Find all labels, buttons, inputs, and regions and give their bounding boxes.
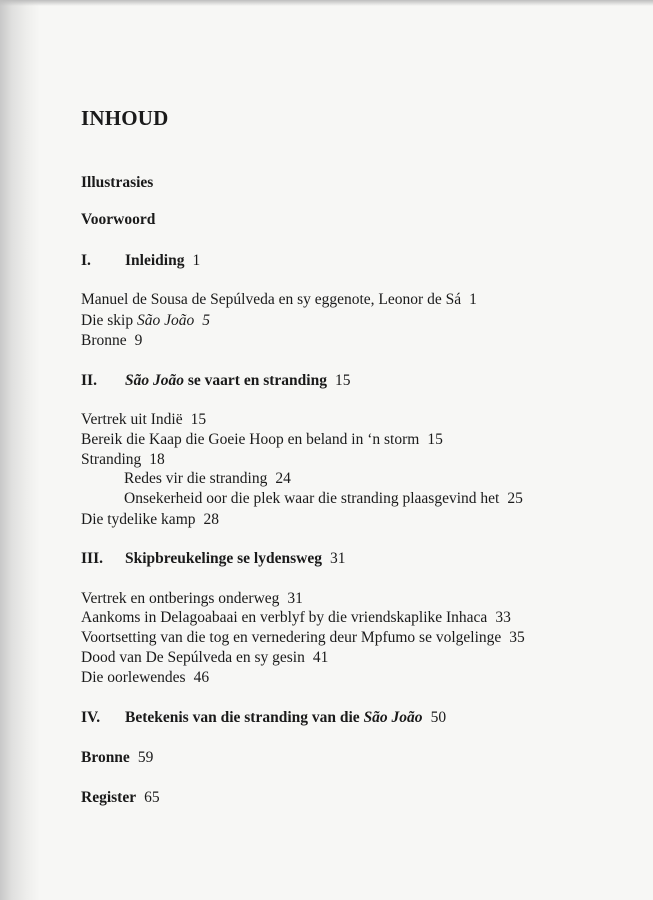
toc-subentry (124, 491, 523, 507)
entry-title: Aankoms in Delagoabaai en verblyf by die vriendskaplike Inhaca (81, 609, 488, 626)
page-number: 5 (202, 312, 210, 329)
entry-title: Vertrek en ontberings onderweg (81, 590, 280, 607)
toc-entry (81, 452, 165, 468)
entry-title: Dood van De Sepúlveda en sy gesin (81, 649, 305, 666)
entry-title: Manuel de Sousa de Sepúlveda en sy eggenote, Leonor de Sá (81, 291, 462, 308)
page-number: 1 (192, 252, 201, 269)
entry-title: Bronne (81, 749, 130, 766)
ship-name: São João (125, 372, 184, 389)
page-number: 15 (190, 411, 207, 428)
page-number: 33 (495, 609, 511, 626)
toc-back-bronne (81, 750, 153, 766)
toc-entry (81, 630, 525, 646)
section-title: Betekenis van die stranding van die (125, 709, 364, 726)
entry-title: Die skip (81, 312, 137, 329)
toc-front-voorwoord: Voorwoord (81, 211, 156, 228)
entry-title: Voortsetting van die tog en vernedering deur Mpfumo se volgelinge (81, 629, 502, 646)
entry-title: Onsekerheid oor die plek waar die stranding plaasgevind het (124, 490, 500, 507)
toc-front-illustrasies: Illustrasies (81, 174, 154, 191)
page-number: 46 (193, 669, 210, 686)
page-number: 65 (144, 789, 160, 806)
section-title: Skipbreukelinge se lydensweg (125, 550, 322, 567)
section-number: III. (81, 550, 103, 567)
toc-section-2-heading (81, 373, 350, 389)
ship-name: São João (363, 709, 423, 726)
page-number: 31 (287, 590, 303, 607)
toc-section-3-heading (81, 551, 345, 567)
entry-title: Stranding (81, 451, 142, 468)
page-number: 35 (509, 629, 525, 646)
entry-title: Die oorlewendes (81, 669, 186, 686)
book-spine-shadow (0, 0, 40, 900)
page-number: 31 (329, 550, 346, 567)
entry-title: Die tydelike kamp (81, 511, 196, 528)
page-number: 25 (507, 490, 523, 507)
toc-back-register (81, 790, 160, 806)
toc-entry (81, 333, 142, 349)
ship-name: São João (136, 312, 195, 329)
toc-entry (81, 591, 303, 607)
page-number: 18 (149, 451, 165, 468)
toc-entry (81, 670, 209, 686)
section-title: se vaart en stranding (184, 372, 327, 389)
toc-subentry (124, 471, 291, 487)
toc-entry (81, 512, 219, 528)
entry-title: Register (81, 789, 137, 806)
toc-entry (81, 432, 443, 448)
entry-title: Bronne (81, 332, 127, 349)
page-number: 15 (427, 431, 443, 448)
toc-entry (81, 412, 206, 428)
page-top-edge (0, 0, 653, 6)
toc-entry (81, 292, 477, 308)
page-title: INHOUD (81, 106, 169, 130)
entry-title: Bereik die Kaap die Goeie Hoop en beland in ‘n storm (81, 431, 420, 448)
page-number: 15 (334, 372, 351, 389)
toc-entry (81, 610, 511, 626)
toc-section-4-heading (81, 710, 446, 726)
section-number: IV. (81, 709, 101, 726)
section-title: Inleiding (125, 252, 185, 269)
page-number: 24 (275, 470, 291, 487)
page-number: 59 (137, 749, 154, 766)
page-number: 1 (469, 291, 477, 308)
page-number: 9 (134, 332, 143, 349)
section-number: II. (81, 372, 97, 389)
entry-title: Redes vir die stranding (124, 470, 268, 487)
section-number: I. (81, 252, 91, 269)
page-number: 50 (430, 709, 447, 726)
toc-entry (81, 650, 328, 666)
page-number: 28 (203, 511, 219, 528)
page-number: 41 (312, 649, 329, 666)
toc-entry (81, 313, 210, 329)
toc-section-1-heading (81, 253, 200, 269)
entry-title: Vertrek uit Indië (81, 411, 183, 428)
